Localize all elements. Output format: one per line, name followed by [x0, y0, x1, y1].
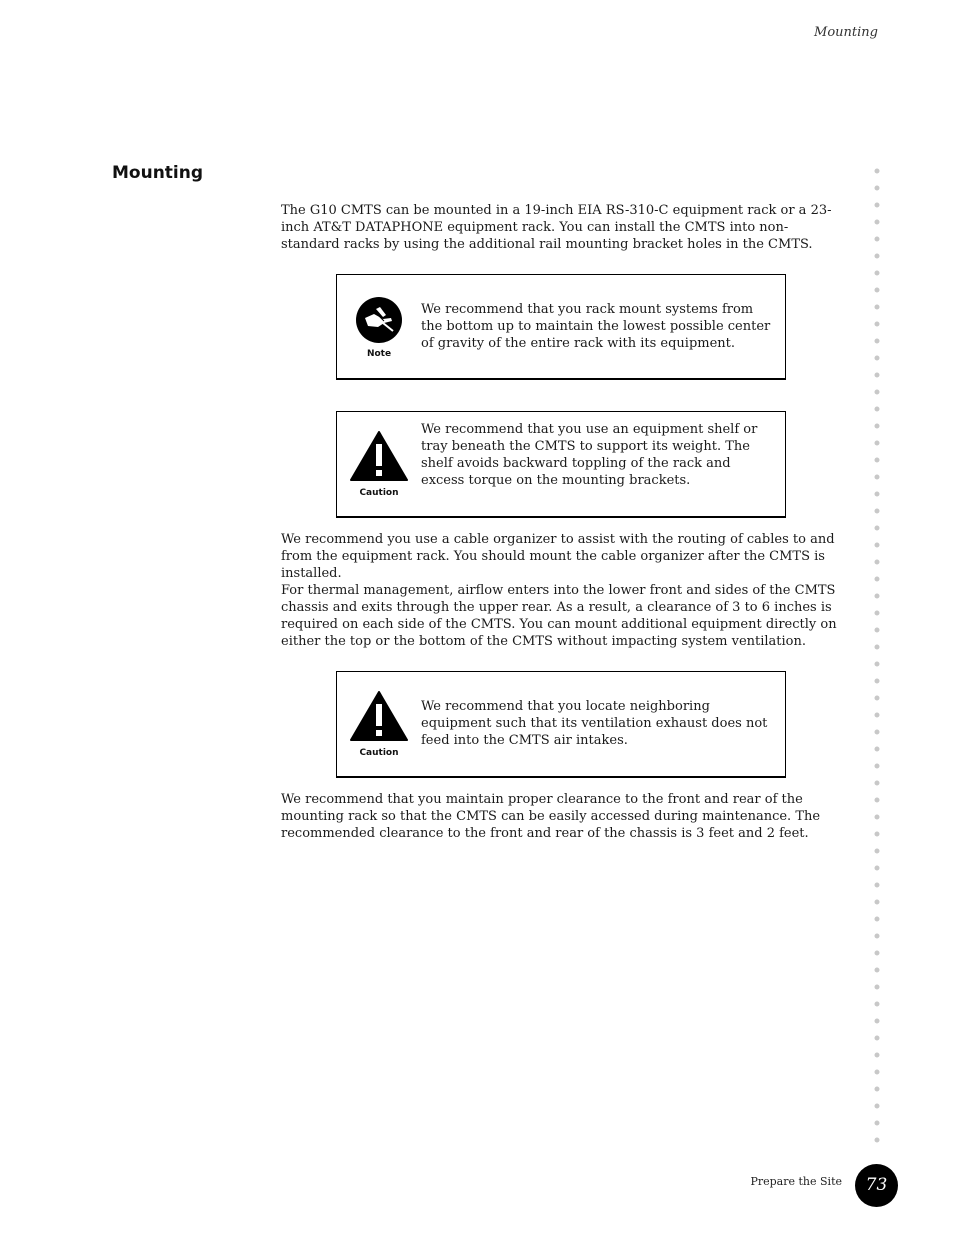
margin-dot — [875, 305, 880, 310]
margin-dot — [875, 679, 880, 684]
intro-paragraph: The G10 CMTS can be mounted in a 19-inch EIA RS-310-C equipment rack or a 23-inch AT&T DATAPHONE equipment rack. You can install the CMTS into non-standard racks by using the additional rail mounting bracket holes in the CMTS. — [281, 203, 832, 252]
margin-dot — [875, 424, 880, 429]
note-icon-wrap — [349, 297, 409, 359]
margin-dot — [875, 288, 880, 293]
caution-icon-wrap — [349, 430, 409, 498]
margin-dot — [875, 883, 880, 888]
caution-icon-wrap — [349, 690, 409, 758]
margin-dot — [875, 866, 880, 871]
margin-dot — [875, 543, 880, 548]
margin-dot — [875, 322, 880, 327]
margin-dot — [875, 1019, 880, 1024]
margin-dot — [875, 662, 880, 667]
margin-dot — [875, 1070, 880, 1075]
margin-dot — [875, 594, 880, 599]
margin-dot — [875, 1036, 880, 1041]
margin-dot — [875, 339, 880, 344]
margin-dot — [875, 645, 880, 650]
caution-label: Caution — [359, 488, 399, 498]
margin-dot — [875, 1087, 880, 1092]
clearance-paragraph: We recommend that you maintain proper clearance to the front and rear of the mounting rack so that the CMTS can be easily accessed during maintenance. The recommended clearance to the front and rear of the chassis is 3 feet and 2 feet. — [281, 792, 821, 841]
margin-dot — [875, 798, 880, 803]
margin-dot — [875, 220, 880, 225]
caution-label: Caution — [359, 748, 399, 758]
margin-dot — [875, 747, 880, 752]
margin-dot — [875, 186, 880, 191]
note-box — [336, 274, 786, 380]
margin-dot — [875, 781, 880, 786]
running-header: Mounting — [814, 25, 878, 40]
margin-dot — [875, 951, 880, 956]
margin-dot — [875, 271, 880, 276]
margin-dot — [875, 526, 880, 531]
thermal-paragraph: For thermal management, airflow enters into the lower front and sides of the CMTS chassis and exits through the upper rear. As a result, a clearance of 3 to 6 inches is required on each side of the CMTS. You can mount additional equipment directly on either the top or the bottom of the CMTS without impacting system ventilation. — [281, 583, 837, 649]
margin-dot-column — [872, 166, 882, 1156]
margin-dot — [875, 1104, 880, 1109]
caution-box — [336, 671, 786, 778]
section-title: Mounting — [112, 163, 204, 183]
margin-dot — [875, 475, 880, 480]
margin-dot — [875, 934, 880, 939]
cable-organizer-paragraph: We recommend you use a cable organizer to assist with the routing of cables to and from the equipment rack. You should mount the cable organizer after the CMTS is installed. — [281, 532, 835, 581]
margin-dot — [875, 169, 880, 174]
margin-dot — [875, 611, 880, 616]
margin-dot — [875, 849, 880, 854]
margin-dot — [875, 764, 880, 769]
margin-dot — [875, 390, 880, 395]
margin-dot — [875, 407, 880, 412]
margin-dot — [875, 832, 880, 837]
note-hand-icon — [356, 297, 402, 343]
margin-dot — [875, 237, 880, 242]
margin-dot — [875, 458, 880, 463]
margin-dot — [875, 985, 880, 990]
margin-dot — [875, 968, 880, 973]
margin-dot — [875, 356, 880, 361]
margin-dot — [875, 492, 880, 497]
caution-triangle-icon — [349, 430, 409, 482]
margin-dot — [875, 730, 880, 735]
margin-dot — [875, 1053, 880, 1058]
footer-section-label: Prepare the Site — [750, 1175, 842, 1188]
margin-dot — [875, 1138, 880, 1143]
margin-dot — [875, 373, 880, 378]
margin-dot — [875, 900, 880, 905]
margin-dot — [875, 509, 880, 514]
margin-dot — [875, 560, 880, 565]
caution-text: We recommend that you use an equipment shelf or tray beneath the CMTS to support its weight. The shelf avoids backward toppling of the rack and excess torque on the mounting brackets. — [421, 422, 758, 488]
margin-dot — [875, 1121, 880, 1126]
margin-dot — [875, 577, 880, 582]
note-text: We recommend that you rack mount systems from the bottom up to maintain the lowest possible center of gravity of the entire rack with its equipment. — [421, 302, 771, 351]
margin-dot — [875, 441, 880, 446]
margin-dot — [875, 203, 880, 208]
margin-dot — [875, 713, 880, 718]
page-number-badge: 73 — [855, 1164, 898, 1207]
margin-dot — [875, 917, 880, 922]
margin-dot — [875, 815, 880, 820]
margin-dot — [875, 1002, 880, 1007]
note-label: Note — [366, 349, 392, 359]
margin-dot — [875, 628, 880, 633]
caution-box — [336, 411, 786, 518]
caution-triangle-icon — [349, 690, 409, 742]
margin-dot — [875, 696, 880, 701]
margin-dot — [875, 254, 880, 259]
caution-text: We recommend that you locate neighboring equipment such that its ventilation exhaust does not feed into the CMTS air intakes. — [421, 699, 768, 748]
